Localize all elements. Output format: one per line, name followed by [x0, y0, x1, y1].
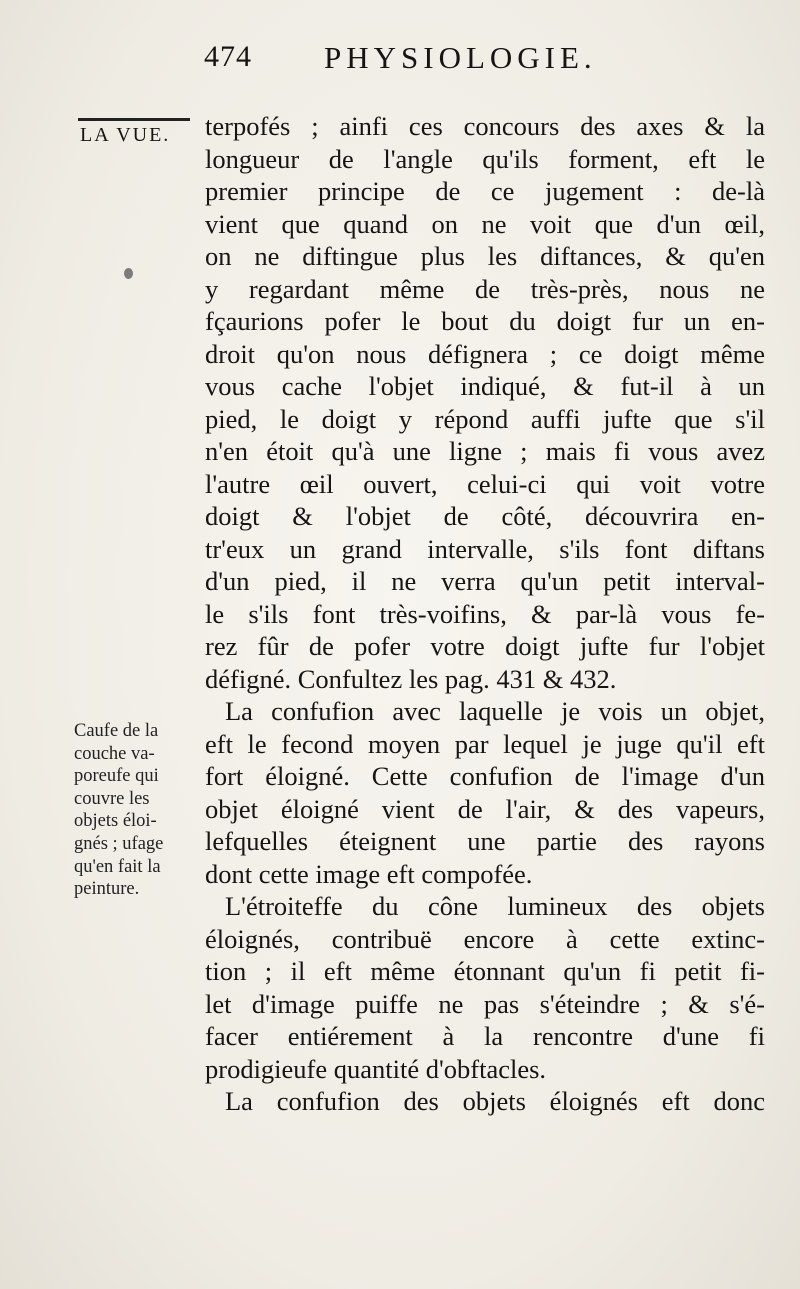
text-line: y regardant même de très-près, nous ne	[205, 273, 765, 304]
text-line: dont cette image eft compofée.	[205, 858, 533, 889]
text-line: droit qu'on nous défignera ; ce doigt même	[205, 338, 765, 369]
margin-note-line: poreufe qui	[74, 766, 159, 787]
body-text	[205, 110, 765, 1118]
text-line: le s'ils font très-voifins, & par-là vous fe-	[205, 598, 765, 629]
text-line: La confufion avec laquelle je vois un objet,	[225, 696, 765, 726]
ink-speck	[124, 268, 133, 279]
text-line: doigt & l'objet de côté, découvrira en-	[205, 501, 765, 531]
paragraph-4	[205, 1085, 765, 1118]
paragraph-1	[205, 110, 765, 695]
text-line: n'en étoit qu'à une ligne ; mais fi vous avez	[205, 436, 765, 466]
margin-note-line: couche va-	[74, 743, 155, 764]
text-line: longueur de l'angle qu'ils forment, eft le	[205, 143, 765, 174]
text-line: fort éloigné. Cette confufion de l'image d'un	[205, 761, 765, 791]
text-line: La confufion des objets éloignés eft donc	[225, 1086, 765, 1116]
text-line: tion ; il eft même étonnant qu'un fi petit fi-	[205, 956, 765, 986]
text-line: fçaurions pofer le bout du doigt fur un en-	[205, 306, 765, 336]
text-line: terpofés ; ainfi ces concours des axes & la	[205, 111, 765, 141]
text-line: prodigieufe quantité d'obftacles.	[205, 1053, 547, 1084]
text-line: d'un pied, il ne verra qu'un petit interval-	[205, 566, 765, 596]
paragraph-2	[205, 695, 765, 890]
text-line: rez fûr de pofer votre doigt jufte fur l'objet	[205, 631, 765, 661]
text-line: let d'image puiffe ne pas s'éteindre ; & s'é-	[205, 988, 765, 1019]
text-line: objet éloigné vient de l'air, & des vapeurs,	[205, 793, 765, 824]
margin-note	[74, 720, 196, 901]
page-header	[200, 30, 760, 90]
text-line: l'autre œil ouvert, celui-ci qui voit votre	[205, 468, 765, 499]
running-head: PHYSIOLOGIE.	[324, 40, 597, 75]
text-line: éloignés, contribuë encore à cette extinc-	[205, 923, 765, 954]
text-line: premier principe de ce jugement : de-là	[205, 176, 765, 206]
text-line: on ne diftingue plus les diftances, & qu'en	[205, 241, 765, 271]
text-line: pied, le doigt y répond auffi jufte que s'il	[205, 403, 765, 434]
text-line: L'étroiteffe du cône lumineux des objets	[225, 891, 765, 921]
margin-note-line: gnés ; ufage	[74, 833, 164, 854]
margin-note-line: peinture.	[74, 879, 140, 900]
margin-note-line: objets éloi-	[74, 811, 157, 832]
paragraph-3	[205, 890, 765, 1085]
text-line: défigné. Confultez les pag. 431 & 432.	[205, 663, 617, 694]
text-line: vous cache l'objet indiqué, & fut-il à un	[205, 371, 765, 401]
margin-note-line: couvre les	[74, 788, 150, 809]
page-number: 474	[204, 40, 252, 73]
margin-note-line: Caufe de la	[74, 721, 159, 741]
text-line: vient que quand on ne voit que d'un œil,	[205, 208, 765, 239]
margin-rule	[78, 118, 190, 121]
text-line: lefquelles éteignent une partie des rayons	[205, 826, 765, 856]
text-line: eft le fecond moyen par lequel je juge qu'il eft	[205, 728, 765, 759]
text-line: facer entiérement à la rencontre d'une fi	[205, 1021, 765, 1051]
margin-note-line: qu'en fait la	[74, 856, 161, 877]
text-line: tr'eux un grand intervalle, s'ils font diftans	[205, 533, 765, 564]
margin-heading: LA VUE.	[80, 124, 171, 146]
